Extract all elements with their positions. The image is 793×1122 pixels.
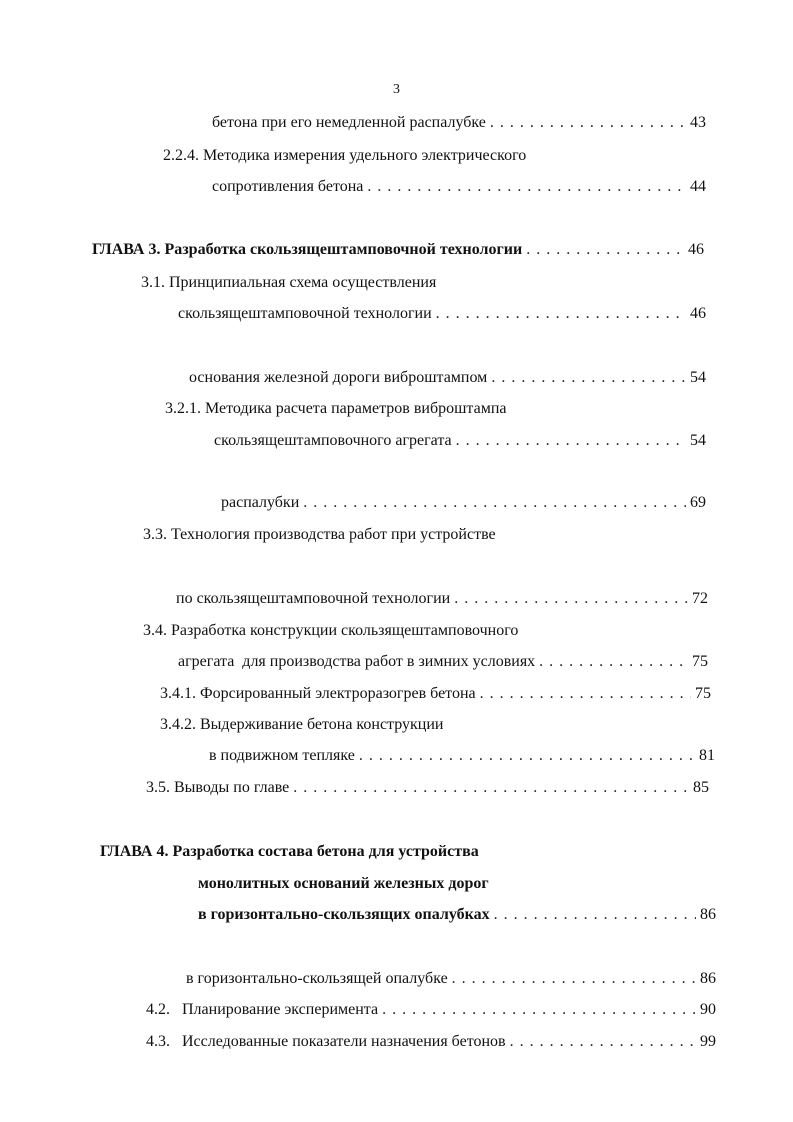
page-number: 3	[393, 82, 400, 97]
toc-entry	[160, 714, 720, 736]
toc-entry-page: 54	[690, 432, 706, 449]
dot-leader	[303, 492, 686, 514]
toc-entry-text: в горизонтально-скользящих опалубках	[198, 906, 490, 923]
toc-entry	[198, 873, 698, 895]
toc-entry-text: в подвижном тепляке	[209, 747, 355, 764]
toc-entry-text: скользящештамповочной технологии	[178, 305, 432, 322]
toc-entry	[212, 112, 706, 134]
toc-entry-page: 86	[700, 970, 716, 987]
dot-leader	[454, 588, 688, 610]
toc-entry	[221, 492, 706, 514]
toc-entry-page: 46	[688, 241, 704, 258]
toc-entry	[165, 398, 725, 420]
toc-entry-text: бетона при его немедленной распалубке	[212, 114, 486, 131]
toc-entry	[186, 968, 716, 990]
toc-entry-text: ГЛАВА 4. Разработка состава бетона для устройства	[100, 843, 479, 860]
toc-entry	[146, 999, 716, 1021]
dot-leader	[382, 999, 696, 1021]
toc-entry-text: по скользящештамповочной технологии	[176, 590, 451, 607]
toc-entry-text: 2.2.4. Методика измерения удельного электрического	[163, 147, 527, 164]
toc-entry-text: 3.3. Технология производства работ при устройстве	[143, 526, 496, 543]
toc-entry-page: 46	[690, 305, 706, 322]
toc-entry	[214, 430, 706, 452]
toc-entry	[212, 176, 706, 198]
toc-entry-text: 3.4.1. Форсированный электроразогрев бетона	[160, 685, 476, 702]
dot-leader	[452, 968, 696, 990]
toc-entry	[178, 651, 708, 673]
toc-entry	[141, 272, 701, 294]
toc-chapter-entry	[92, 239, 704, 261]
toc-entry-page: 54	[690, 369, 706, 386]
toc-entry-page: 72	[692, 590, 708, 607]
toc-entry	[176, 588, 708, 610]
toc-entry-page: 86	[700, 906, 716, 923]
toc-entry-text: распалубки	[221, 494, 300, 511]
dot-leader	[367, 176, 686, 198]
toc-entry-page: 90	[700, 1001, 716, 1018]
toc-entry-text: в горизонтально-скользящей опалубке	[186, 970, 448, 987]
toc-entry	[146, 1031, 716, 1053]
toc-entry-text: сопротивления бетона	[212, 178, 364, 195]
toc-entry	[143, 335, 703, 357]
dot-leader	[510, 1031, 696, 1053]
dot-leader	[490, 112, 686, 134]
dot-leader	[494, 904, 696, 926]
dot-leader	[436, 303, 686, 325]
toc-entry-text: 4.2. Планирование эксперимента	[146, 1001, 379, 1018]
toc-entry-page: 75	[692, 653, 708, 670]
dot-leader	[526, 239, 684, 261]
toc-entry	[198, 904, 716, 926]
toc-entry-page: 75	[695, 685, 711, 702]
toc-entry	[160, 683, 711, 705]
toc-entry-page: 99	[700, 1033, 716, 1050]
toc-entry-text: основания железной дороги виброштампом	[189, 369, 488, 386]
dot-leader	[293, 777, 689, 799]
dot-leader	[456, 430, 686, 452]
dot-leader	[480, 683, 691, 705]
toc-entry-text: монолитных оснований железных дорог	[198, 875, 489, 892]
toc-entry	[163, 145, 723, 167]
dot-leader	[491, 367, 686, 389]
toc-chapter-entry	[100, 841, 700, 863]
toc-entry-text: 3.1. Принципиальная схема осуществления	[141, 274, 437, 291]
dot-leader	[359, 745, 695, 767]
toc-entry-page: 44	[690, 178, 706, 195]
toc-entry	[176, 556, 736, 578]
toc-entry-text: 3.5. Выводы по главе	[146, 779, 290, 796]
toc-entry	[209, 745, 715, 767]
toc-entry-page: 81	[699, 747, 715, 764]
toc-entry-text: 3.4. Разработка конструкции скользящештамповочного	[143, 622, 519, 639]
toc-entry-text: 3.4.2. Выдерживание бетона конструкции	[160, 716, 444, 733]
toc-entry	[146, 777, 709, 799]
toc-entry	[143, 620, 703, 642]
toc-entry-text: ГЛАВА 3. Разработка скользящештамповочной технологии	[92, 241, 523, 258]
toc-entry	[189, 367, 706, 389]
toc-entry-page: 69	[690, 494, 706, 511]
toc-entry-text: 3.2.1. Методика расчета параметров виброштампа	[165, 400, 507, 417]
toc-entry	[143, 524, 703, 546]
toc-entry-page: 43	[690, 114, 706, 131]
dot-leader	[539, 651, 688, 673]
toc-entry	[172, 461, 732, 483]
toc-entry-text: 4.3. Исследованные показатели назначения бетонов	[146, 1033, 506, 1050]
toc-entry-text: скользящештамповочного агрегата	[214, 432, 452, 449]
toc-entry	[146, 936, 706, 958]
toc-entry-page: 85	[693, 779, 709, 796]
toc-entry-text: агрегата для производства работ в зимних условиях	[178, 653, 536, 670]
toc-entry	[178, 303, 706, 325]
